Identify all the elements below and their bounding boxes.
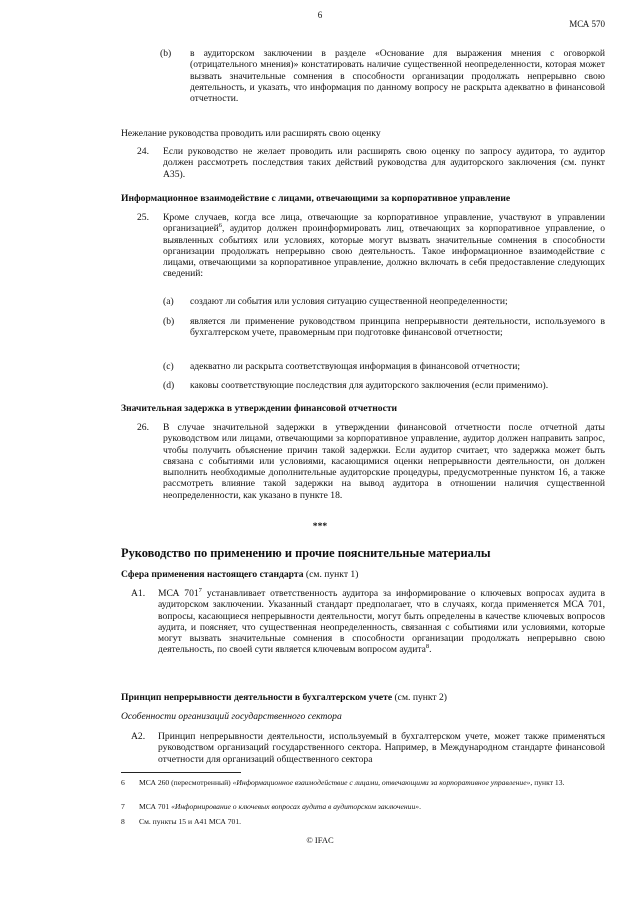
- para-25-text-part2: , аудитор должен проинформировать лиц, отвечающих за корпоративное управление, о выявленных событиях или условиях, которые могут вызвать значительные сомнения в способности организации продолжать непрерывно свою деятельность. Такое информационное взаимодействие с лицами, отвечающими за корпоративное управление, должно включать в себя предоставление следующих сведений:: [163, 223, 605, 280]
- para-26-text: В случае значительной задержки в утверждении финансовой отчетности после отчетной даты руководством или лицами, отвечающими за корпоративное управление, аудитор должен направить запрос, чтобы получить объяснение причин такой задержки. Если аудитор считает, что задержка может быть связана с событиями или условиями, касающимися оценки непрерывности деятельности, он должен выполнить необходимые дополнительные аудиторские процедуры, предусмотренные пунктом 16, а также рассмотреть влияние такой задержки на вывод аудитора в отношении наличия существенной неопределенности, как указано в пункте 18.: [163, 422, 605, 501]
- para-25-item-a-text: создают ли события или условия ситуацию существенной неопределенности;: [190, 296, 508, 307]
- section-principle-heading-bold: Принцип непрерывности деятельности в бухгалтерском учете: [121, 692, 393, 703]
- footnote-6-text-pre: МСА 260 (пересмотренный): [139, 778, 233, 787]
- section-scope-heading-bold: Сфера применения настоящего стандарта: [121, 569, 304, 580]
- footnote-7-text: [139, 802, 599, 812]
- footnote-6-text: [139, 778, 599, 788]
- separator: ***: [312, 521, 328, 532]
- para-a1-num: A1.: [131, 588, 146, 599]
- para-a1-text: [158, 588, 605, 656]
- para-b-label: (b): [160, 48, 172, 59]
- para-25-item-c-label: (c): [163, 361, 174, 372]
- para-25-num: 25.: [137, 212, 149, 223]
- para-25-item-b-text: является ли применение руководством принципа непрерывности деятельности, используемого в бухгалтерском учете, правомерным при подготовке финансовой отчетности;: [190, 316, 605, 339]
- section-public-heading: Особенности организаций государственного сектора: [121, 711, 342, 722]
- para-25-item-c-text: адекватно ли раскрыта соответствующая информация в финансовой отчетности;: [190, 361, 521, 372]
- footnote-6-num: 6: [121, 778, 125, 787]
- section-communication-heading: Информационное взаимодействие с лицами, отвечающими за корпоративное управление: [121, 193, 511, 204]
- guidance-title: Руководство по применению и прочие пояснительные материалы: [121, 546, 491, 560]
- footnote-8-text: [139, 817, 599, 827]
- para-24-text: Если руководство не желает проводить или расширять свою оценку по запросу аудитора, то аудитор должен рассмотреть последствия таких действий руководства для аудиторского заключения (см. пункт А35).: [163, 146, 605, 180]
- footnote-ref-7: 7: [198, 586, 202, 594]
- para-25-item-a-label: (a): [163, 296, 174, 307]
- page-number: 6: [317, 10, 323, 20]
- para-25-item-b-label: (b): [163, 316, 175, 327]
- para-a1-text-part1: МСА 701: [158, 588, 199, 599]
- footnote-6-text-post: , пункт 13.: [530, 778, 565, 787]
- footnote-8-num: 8: [121, 817, 125, 826]
- footnote-7-text-post: .: [419, 802, 421, 811]
- para-26-num: 26.: [137, 422, 149, 433]
- footnote-7-text-italic: «Информирование о ключевых вопросах аудита в аудиторском заключении»: [171, 802, 420, 811]
- section-scope-heading-ref: (см. пункт 1): [303, 569, 359, 580]
- para-a1-text-part3: .: [429, 644, 432, 656]
- section-delay-heading: Значительная задержка в утверждении финансовой отчетности: [121, 403, 398, 414]
- para-24-num: 24.: [137, 146, 149, 157]
- footnote-8-text-pre: См. пункты 15 и А41 МСА 701.: [139, 817, 242, 826]
- para-a1-text-part2: устанавливает ответственность аудитора за информирование о ключевых вопросах аудита в аудиторском заключении. Указанный стандарт предполагает, что в случаях, когда применяется МСА 701, вопросы, касающиеся непрерывности деятельности, могут быть определены в качестве ключевых вопросов аудита, и поясняет, что существенная неопределенность, связанная с событиями или условиями, которые могут вызвать значительные сомнения в способности организации продолжать непрерывно свою деятельность, по своей сути является ключевым вопросом аудита: [158, 588, 606, 656]
- footer-copyright: © IFAC: [306, 835, 334, 845]
- para-b-text: в аудиторском заключении в разделе «Основание для выражения мнения с оговоркой (отрицательного мнения)» констатировать наличие существенной неопределенности, которая может вызвать значительные сомнения в способности организации продолжать непрерывно свою деятельность, и указать, что информация по данному вопросу не раскрыта адекватно в финансовой отчетности.: [190, 48, 605, 105]
- footnote-7-num: 7: [121, 802, 125, 811]
- section-unwilling-heading: Нежелание руководства проводить или расширять свою оценку: [121, 128, 381, 139]
- footnote-rule: [121, 772, 241, 773]
- section-scope-heading: [121, 569, 358, 580]
- footnote-ref-6: 6: [218, 222, 223, 230]
- para-a2-text: Принцип непрерывности деятельности, используемый в бухгалтерском учете, может также применяться руководством организаций государственного сектора. Например, в Международном стандарте финансовой отчетности для организаций общественного сектора: [158, 731, 605, 765]
- para-a2-num: A2.: [131, 731, 146, 742]
- footnote-7-text-pre: МСА 701: [139, 802, 172, 811]
- para-25-item-d-label: (d): [163, 380, 175, 391]
- section-principle-heading-ref: (см. пункт 2): [392, 692, 447, 703]
- para-25-text: [163, 212, 605, 280]
- section-principle-heading: [121, 692, 447, 703]
- para-25-item-d-text: каковы соответствующие последствия для аудиторского заключения (если применимо).: [190, 380, 549, 391]
- footnote-6-text-italic: «Информационное взаимодействие с лицами, отвечающими за корпоративное управление»: [232, 778, 531, 787]
- footnote-ref-8: 8: [425, 643, 430, 651]
- para-25-text-part1: Кроме случаев, когда все лица, отвечающие за корпоративное управление, участвуют в управлении организацией: [163, 212, 605, 235]
- doc-code: МСА 570: [569, 19, 605, 29]
